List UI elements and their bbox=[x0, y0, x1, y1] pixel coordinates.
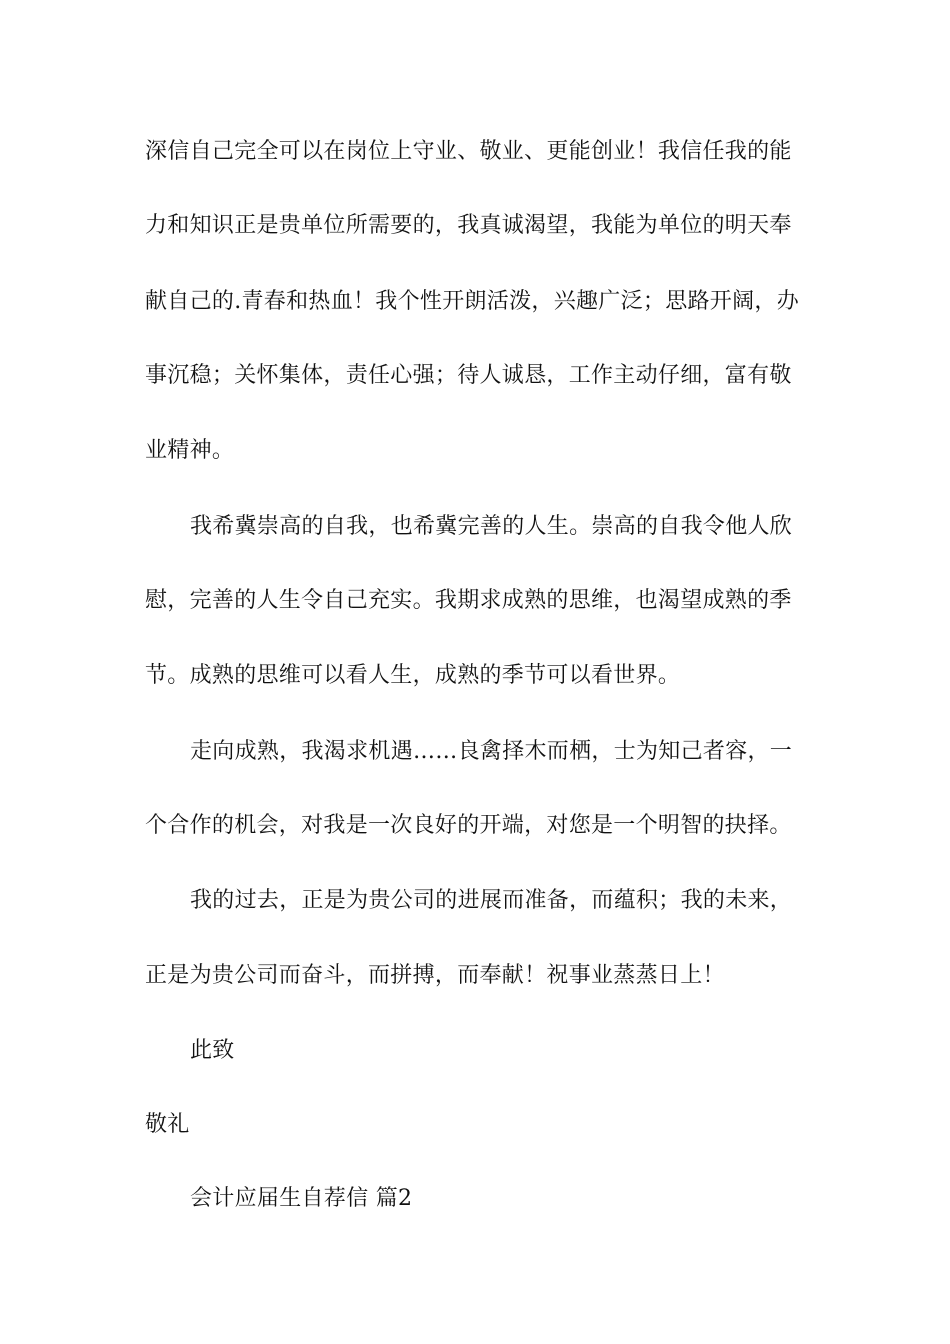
paragraph-line: 走向成熟，我渴求机遇……良禽择木而栖，士为知己者容，一 bbox=[190, 739, 793, 764]
closing-salutation: 此致 bbox=[190, 1038, 235, 1063]
paragraph-line: 正是为贵公司而奋斗，而拼搏，而奉献！祝事业蒸蒸日上！ bbox=[145, 963, 725, 988]
closing-regards: 敬礼 bbox=[145, 1112, 190, 1137]
paragraph-line: 我的过去，正是为贵公司的进展而准备，而蕴积；我的未来， bbox=[190, 888, 793, 913]
section-heading: 会计应届生自荐信 篇2 bbox=[190, 1186, 413, 1211]
paragraph-line: 事沉稳；关怀集体，责任心强；待人诚恳，工作主动仔细，富有敬 bbox=[145, 363, 792, 388]
paragraph-line: 个合作的机会，对我是一次良好的开端，对您是一个明智的抉择。 bbox=[145, 813, 792, 838]
paragraph-line: 力和知识正是贵单位所需要的，我真诚渴望，我能为单位的明天奉 bbox=[145, 213, 792, 238]
paragraph-line: 献自己的.青春和热血！我个性开朗活泼，兴趣广泛；思路开阔，办 bbox=[145, 289, 799, 314]
paragraph-line: 业精神。 bbox=[145, 438, 235, 463]
paragraph-line: 慰，完善的人生令自己充实。我期求成熟的思维，也渴望成熟的季 bbox=[145, 588, 792, 613]
paragraph-line: 深信自己完全可以在岗位上守业、敬业、更能创业！我信任我的能 bbox=[145, 139, 792, 164]
paragraph-line: 我希冀崇高的自我，也希冀完善的人生。崇高的自我令他人欣 bbox=[190, 514, 793, 539]
paragraph-line: 节。成熟的思维可以看人生，成熟的季节可以看世界。 bbox=[145, 663, 681, 688]
